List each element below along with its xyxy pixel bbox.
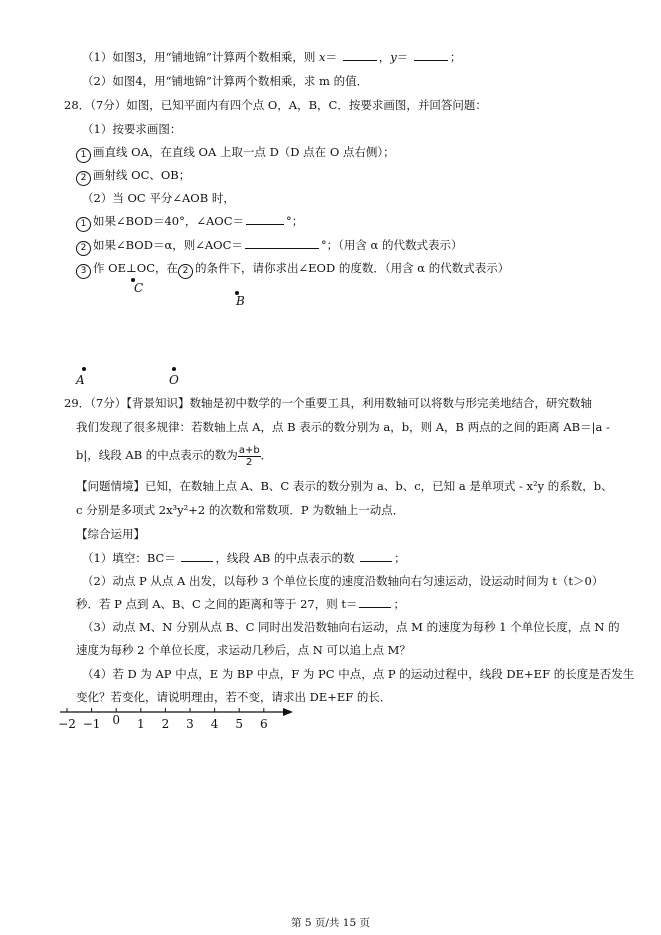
number-line-tick-label: −1 xyxy=(82,717,101,731)
point-a xyxy=(82,367,86,371)
number-line-tick-label: 3 xyxy=(186,717,194,731)
q29-part3-line2: 速度为每秒 2 个单位长度，求运动几秒后，点 N 可以追上点 M？ xyxy=(76,643,411,657)
circled-number: 2 xyxy=(178,264,193,279)
q28-part2-step1: 1 如果∠BOD＝40°，∠AOC＝ °； xyxy=(76,213,303,232)
answer-blank-midpoint[interactable] xyxy=(360,550,392,562)
q28-part1-step1: 1 画直线 OA，在直线 OA 上取一点 D（D 点在 O 点右侧）； xyxy=(76,144,395,163)
q29-part2-line2: 秒．若 P 点到 A、B、C 之间的距离和等于 27，则 t＝ ； xyxy=(76,597,405,611)
circled-number: 3 xyxy=(76,264,91,279)
circled-number: 1 xyxy=(76,148,91,163)
circled-number: 2 xyxy=(76,171,91,186)
page-footer: 第 5 页/共 15 页 xyxy=(291,917,370,929)
q28-part2: （2）当 OC 平分∠AOB 时， xyxy=(82,191,235,205)
q29-background-line2: 我们发现了很多规律：若数轴上点 A，点 B 表示的数分别为 a，b，则 A，B 两点的之间的距离 AB＝|a - xyxy=(76,420,610,434)
answer-blank-t[interactable] xyxy=(359,596,391,608)
point-o xyxy=(172,367,176,371)
fraction-midpoint: $\frac{a+b}{2}$ xyxy=(238,444,260,468)
number-line-tick-label: 6 xyxy=(259,717,268,731)
point-b-label: B xyxy=(236,294,245,308)
q28-part1: （1）按要求画图： xyxy=(82,122,182,136)
q27-part2: （2）如图4，用“铺地锦”计算两个数相乘，求 m 的值． xyxy=(82,74,369,88)
q29-situation-line1: 【问题情境】已知，在数轴上点 A、B、C 表示的数分别为 a、b、c，已知 a 是单项式 - x²y 的系数，b、 xyxy=(76,479,613,493)
point-a-label: A xyxy=(76,373,85,387)
answer-blank-aoc[interactable] xyxy=(246,213,284,225)
q29-part4-line2: 变化？若变化，请说明理由，若不变，请求出 DE+EF 的长． xyxy=(76,690,392,704)
number-line-tick-label: −2 xyxy=(58,717,76,731)
q29-application-title: 【综合运用】 xyxy=(76,527,145,541)
q28-part2-step3: 3 作 OE⊥OC，在 2 的条件下，请你求出∠EOD 的度数．（用含 α 的代数式表示） xyxy=(76,260,509,279)
q28-part1-step2: 2 画射线 OC、OB； xyxy=(76,167,190,186)
q28-part2-step2: 2 如果∠BOD＝α，则∠AOC＝ °；（用含 α 的代数式表示） xyxy=(76,237,462,256)
q29-situation-line2: c 分别是多项式 2x³y²+2 的次数和常数项．P 为数轴上一动点． xyxy=(76,503,405,517)
answer-blank-aoc-alpha[interactable] xyxy=(245,237,319,249)
number-line-tick-label: 4 xyxy=(210,717,219,731)
number-line-tick-label: 0 xyxy=(112,713,121,727)
q29-part3-line1: （3）动点 M、N 分别从点 B、C 同时出发沿数轴向右运动，点 M 的速度为每秒 1 个单位长度，点 N 的 xyxy=(82,620,620,634)
circled-number: 1 xyxy=(76,217,91,232)
number-line-tick-label: 1 xyxy=(136,717,145,731)
q27-part1: （1）如图3，用“铺地锦”计算两个数相乘，则 x＝ ，y＝ ； xyxy=(82,50,462,64)
number-line-tick-label: 2 xyxy=(161,717,170,731)
point-c-label: C xyxy=(134,281,144,295)
q29-part4-line1: （4）若 D 为 AP 中点，E 为 BP 中点，F 为 PC 中点，点 P 的运动过程中，线段 DE+EF 的长度是否发生 xyxy=(82,667,635,681)
answer-blank-bc[interactable] xyxy=(181,550,213,562)
q29-heading: 29．（7分）【背景知识】数轴是初中数学的一个重要工具，利用数轴可以将数与形完美地结合，研究数轴 xyxy=(64,396,592,410)
q29-part1: （1）填空：BC＝ ，线段 AB 的中点表示的数 ； xyxy=(82,551,406,565)
number-line xyxy=(55,700,300,740)
q29-part2-line1: （2）动点 P 从点 A 出发，以每秒 3 个单位长度的速度沿数轴向右匀速运动，设运动时间为 t（t＞0） xyxy=(82,574,604,588)
answer-blank-y[interactable] xyxy=(414,49,448,61)
q29-background-line3: b|，线段 AB 的中点表示的数为 $\frac{a+b}{2}$ ． xyxy=(76,444,273,468)
q28-heading: 28．（7分）如图，已知平面内有四个点 O，A，B，C．按要求画图，并回答问题： xyxy=(64,98,487,112)
answer-blank-x[interactable] xyxy=(343,49,377,61)
number-line-tick-label: 5 xyxy=(235,717,244,731)
number-line-arrow-icon xyxy=(283,708,293,716)
point-o-label: O xyxy=(169,373,179,387)
circled-number: 2 xyxy=(76,241,91,256)
